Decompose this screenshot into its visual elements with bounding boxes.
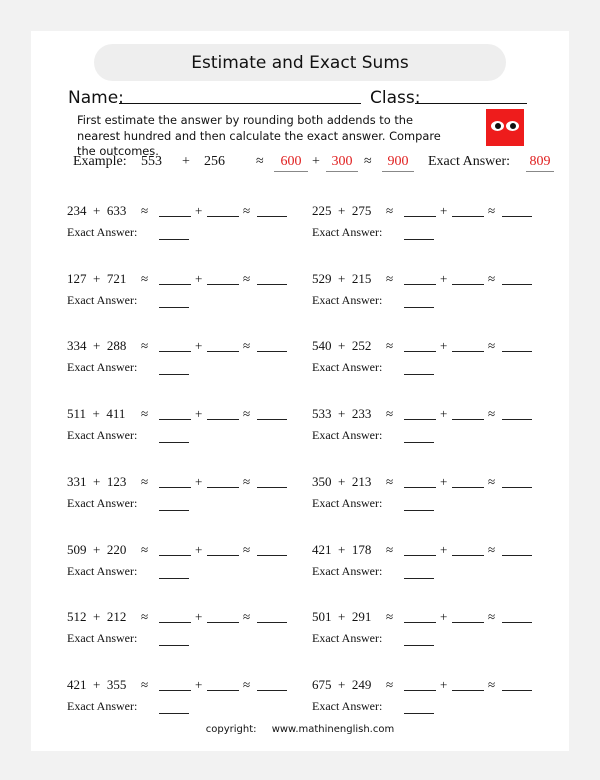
approx-symbol: ≈ — [488, 406, 496, 422]
approx-symbol: ≈ — [386, 676, 394, 692]
plus-sign: + — [93, 609, 101, 625]
example-estimate: 900 — [382, 154, 414, 172]
exact-answer-blank[interactable] — [404, 442, 434, 443]
estimate-blank[interactable] — [257, 216, 287, 217]
estimate-blank[interactable] — [502, 690, 532, 691]
addend-b: 178 — [351, 541, 372, 557]
estimate-blank[interactable] — [502, 284, 532, 285]
approx-symbol: ≈ — [243, 473, 251, 489]
rounded-b-blank[interactable] — [207, 284, 239, 285]
problem-item — [312, 677, 552, 717]
plus-symbol: + — [195, 338, 203, 354]
approx-symbol: ≈ — [243, 270, 251, 286]
class-label: Class: — [370, 88, 421, 108]
exact-answer-blank[interactable] — [159, 645, 189, 646]
estimate-blank[interactable] — [257, 419, 287, 420]
problem-item — [312, 203, 552, 243]
addend-a: 512 — [67, 609, 87, 625]
estimate-blank[interactable] — [257, 487, 287, 488]
addend-a: 509 — [67, 541, 87, 557]
approx-symbol: ≈ — [386, 338, 394, 354]
example-approx-2: ≈ — [364, 154, 372, 169]
title-text: Estimate and Exact Sums — [191, 52, 409, 73]
plus-sign: + — [93, 541, 101, 557]
problem-item — [312, 338, 552, 378]
exact-answer-blank[interactable] — [404, 578, 434, 579]
exact-answer-blank[interactable] — [159, 239, 189, 240]
addend-b: 252 — [351, 338, 372, 354]
site-url: www.mathinenglish.com — [271, 724, 395, 735]
problem-expression — [312, 474, 371, 490]
right-eye — [506, 121, 519, 131]
exact-answer-label: Exact Answer: — [67, 225, 138, 239]
approx-symbol: ≈ — [386, 473, 394, 489]
exact-answer-label: Exact Answer: — [312, 428, 383, 443]
problem-expression — [312, 677, 371, 693]
problem-expression — [67, 474, 126, 490]
exact-answer-blank[interactable] — [159, 374, 189, 375]
plus-symbol: + — [195, 406, 203, 422]
estimate-blank[interactable] — [502, 487, 532, 488]
problem-item — [312, 609, 552, 649]
rounded-a-blank[interactable] — [404, 555, 436, 556]
example-addend-b: 256 — [204, 154, 225, 169]
rounded-a-blank[interactable] — [159, 216, 191, 217]
plus-symbol: + — [440, 406, 448, 422]
problem-item — [312, 271, 552, 311]
approx-symbol: ≈ — [488, 270, 496, 286]
problem-expression — [312, 271, 371, 287]
approx-symbol: ≈ — [488, 609, 496, 625]
approx-symbol: ≈ — [141, 406, 149, 422]
rounded-a-blank[interactable] — [404, 487, 436, 488]
plus-symbol: + — [440, 338, 448, 354]
rounded-a-blank[interactable] — [159, 690, 191, 691]
problem-expression — [67, 203, 126, 219]
plus-symbol: + — [440, 541, 448, 557]
rounded-b-blank[interactable] — [452, 487, 484, 488]
problem-item — [67, 474, 307, 514]
approx-symbol: ≈ — [141, 203, 149, 218]
example-round-a: 600 — [274, 154, 308, 172]
approx-symbol: ≈ — [386, 609, 394, 625]
estimate-blank[interactable] — [502, 216, 532, 217]
example-plus-2: + — [312, 154, 320, 169]
approx-symbol: ≈ — [243, 609, 251, 625]
addend-b: 633 — [106, 203, 127, 218]
addend-a: 127 — [67, 270, 87, 286]
plus-sign: + — [92, 406, 100, 422]
problem-item — [67, 677, 307, 717]
exact-answer-blank[interactable] — [404, 713, 434, 714]
addend-a: 540 — [312, 338, 332, 354]
addend-a: 501 — [312, 609, 332, 625]
class-field[interactable] — [415, 103, 527, 104]
exact-answer-blank[interactable] — [404, 239, 434, 240]
rounded-b-blank[interactable] — [207, 419, 239, 420]
plus-sign: + — [93, 338, 101, 354]
exact-answer-label: Exact Answer: — [67, 563, 138, 578]
exact-answer-blank[interactable] — [159, 578, 189, 579]
problem-item — [67, 203, 307, 243]
exact-answer-blank[interactable] — [404, 307, 434, 308]
exact-answer-blank[interactable] — [404, 510, 434, 511]
instructions: First estimate the answer by rounding both addends to the nearest hundred and then calculate the exact answer. Compare the outcomes. — [77, 113, 441, 158]
plus-symbol: + — [440, 203, 448, 218]
approx-symbol: ≈ — [386, 406, 394, 422]
problem-expression — [67, 406, 125, 422]
plus-sign: + — [93, 270, 101, 286]
left-eye — [491, 121, 504, 131]
approx-symbol: ≈ — [141, 270, 149, 286]
addend-b: 212 — [106, 609, 127, 625]
addend-b: 275 — [351, 203, 372, 218]
addend-b: 233 — [351, 406, 372, 422]
approx-symbol: ≈ — [386, 203, 394, 218]
addend-b: 123 — [106, 473, 127, 489]
exact-answer-label: Exact Answer: — [312, 225, 383, 239]
approx-symbol: ≈ — [386, 270, 394, 286]
problem-expression — [67, 271, 126, 287]
rounded-b-blank[interactable] — [452, 351, 484, 352]
rounded-a-blank[interactable] — [404, 419, 436, 420]
approx-symbol: ≈ — [488, 676, 496, 692]
addend-a: 675 — [312, 676, 332, 692]
approx-symbol: ≈ — [243, 541, 251, 557]
rounded-a-blank[interactable] — [159, 419, 191, 420]
exact-answer-blank[interactable] — [404, 374, 434, 375]
approx-symbol: ≈ — [141, 541, 149, 557]
plus-symbol: + — [440, 609, 448, 625]
approx-symbol: ≈ — [141, 609, 149, 625]
exact-answer-label: Exact Answer: — [312, 631, 383, 646]
exact-answer-blank[interactable] — [159, 307, 189, 308]
estimate-blank[interactable] — [502, 555, 532, 556]
addend-b: 721 — [106, 270, 127, 286]
approx-symbol: ≈ — [488, 541, 496, 557]
plus-sign: + — [93, 473, 101, 489]
copyright-label: copyright: — [205, 724, 257, 735]
addend-a: 334 — [67, 338, 87, 354]
example-addend-a: 553 — [141, 154, 162, 169]
plus-symbol: + — [195, 609, 203, 625]
estimate-blank[interactable] — [502, 419, 532, 420]
estimate-blank[interactable] — [257, 555, 287, 556]
plus-symbol: + — [440, 270, 448, 286]
approx-symbol: ≈ — [141, 676, 149, 692]
addend-a: 421 — [67, 676, 87, 692]
name-label: Name: — [68, 88, 124, 108]
plus-symbol: + — [195, 270, 203, 286]
approx-symbol: ≈ — [141, 473, 149, 489]
addend-a: 225 — [312, 203, 332, 218]
rounded-a-blank[interactable] — [404, 284, 436, 285]
estimate-blank[interactable] — [257, 690, 287, 691]
problem-expression — [312, 338, 371, 354]
footer — [31, 724, 569, 735]
plus-symbol: + — [195, 473, 203, 489]
plus-symbol: + — [195, 676, 203, 692]
exact-answer-blank[interactable] — [159, 442, 189, 443]
problem-item — [67, 338, 307, 378]
plus-symbol: + — [440, 676, 448, 692]
problem-expression — [312, 542, 371, 558]
rounded-a-blank[interactable] — [404, 690, 436, 691]
rounded-b-blank[interactable] — [207, 216, 239, 217]
problem-item — [312, 542, 552, 582]
rounded-a-blank[interactable] — [159, 351, 191, 352]
rounded-b-blank[interactable] — [207, 487, 239, 488]
problem-item — [67, 406, 307, 446]
rounded-a-blank[interactable] — [404, 351, 436, 352]
problem-item — [67, 609, 307, 649]
exact-answer-label: Exact Answer: — [312, 563, 383, 578]
problem-item — [67, 542, 307, 582]
estimate-blank[interactable] — [257, 284, 287, 285]
rounded-b-blank[interactable] — [452, 216, 484, 217]
problem-expression — [67, 609, 126, 625]
worksheet-page — [31, 31, 569, 751]
example-exact-answer: 809 — [526, 154, 554, 172]
exact-answer-label: Exact Answer: — [312, 495, 383, 510]
name-field[interactable] — [119, 103, 361, 104]
addend-b: 215 — [351, 270, 372, 286]
approx-symbol: ≈ — [386, 541, 394, 557]
problem-expression — [312, 406, 371, 422]
addend-a: 331 — [67, 473, 87, 489]
rounded-b-blank[interactable] — [207, 690, 239, 691]
rounded-b-blank[interactable] — [452, 284, 484, 285]
rounded-a-blank[interactable] — [404, 216, 436, 217]
addend-a: 421 — [312, 541, 332, 557]
approx-symbol: ≈ — [243, 406, 251, 422]
approx-symbol: ≈ — [488, 473, 496, 489]
rounded-b-blank[interactable] — [452, 622, 484, 623]
estimate-blank[interactable] — [257, 351, 287, 352]
plus-sign: + — [338, 541, 346, 557]
addend-b: 411 — [106, 406, 126, 422]
addend-a: 511 — [67, 406, 87, 422]
addend-b: 355 — [106, 676, 127, 692]
approx-symbol: ≈ — [488, 203, 496, 218]
exact-answer-label: Exact Answer: — [67, 495, 138, 510]
problem-expression — [67, 338, 126, 354]
plus-sign: + — [338, 609, 346, 625]
rounded-b-blank[interactable] — [452, 555, 484, 556]
approx-symbol: ≈ — [243, 203, 251, 218]
addend-b: 288 — [106, 338, 127, 354]
exact-answer-label: Exact Answer: — [67, 698, 138, 713]
addend-b: 291 — [351, 609, 372, 625]
problem-item — [67, 271, 307, 311]
problem-expression — [67, 677, 126, 693]
page-title — [94, 44, 506, 81]
owl-eyes-icon — [486, 109, 524, 146]
plus-symbol: + — [195, 541, 203, 557]
approx-symbol: ≈ — [488, 338, 496, 354]
estimate-blank[interactable] — [502, 622, 532, 623]
plus-sign: + — [338, 676, 346, 692]
example-approx-1: ≈ — [256, 154, 264, 169]
rounded-a-blank[interactable] — [159, 555, 191, 556]
exact-answer-label: Exact Answer: — [67, 428, 138, 443]
problem-expression — [312, 203, 371, 219]
addend-a: 533 — [312, 406, 332, 422]
plus-sign: + — [338, 473, 346, 489]
plus-sign: + — [338, 270, 346, 286]
approx-symbol: ≈ — [243, 338, 251, 354]
estimate-blank[interactable] — [257, 622, 287, 623]
estimate-blank[interactable] — [502, 351, 532, 352]
addend-b: 213 — [351, 473, 372, 489]
addend-b: 220 — [106, 541, 127, 557]
addend-a: 350 — [312, 473, 332, 489]
approx-symbol: ≈ — [243, 676, 251, 692]
problem-expression — [312, 609, 371, 625]
exact-answer-label: Exact Answer: — [67, 292, 138, 307]
rounded-b-blank[interactable] — [452, 690, 484, 691]
approx-symbol: ≈ — [141, 338, 149, 354]
rounded-b-blank[interactable] — [207, 351, 239, 352]
problem-expression — [67, 542, 126, 558]
plus-symbol: + — [195, 203, 203, 218]
exact-answer-label: Exact Answer: — [312, 292, 383, 307]
example-plus: + — [182, 154, 190, 169]
plus-sign: + — [93, 203, 101, 218]
addend-b: 249 — [351, 676, 372, 692]
rounded-b-blank[interactable] — [207, 555, 239, 556]
plus-sign: + — [338, 338, 346, 354]
addend-a: 234 — [67, 203, 87, 218]
example-round-b: 300 — [326, 154, 358, 172]
exact-answer-label: Exact Answer: — [67, 360, 138, 375]
plus-sign: + — [338, 203, 346, 218]
plus-sign: + — [93, 676, 101, 692]
rounded-a-blank[interactable] — [159, 487, 191, 488]
exact-answer-label: Exact Answer: — [312, 360, 383, 375]
rounded-a-blank[interactable] — [159, 622, 191, 623]
example-exact-label: Exact Answer: — [428, 154, 511, 169]
rounded-b-blank[interactable] — [207, 622, 239, 623]
problem-item — [312, 406, 552, 446]
plus-symbol: + — [440, 473, 448, 489]
addend-a: 529 — [312, 270, 332, 286]
plus-sign: + — [338, 406, 346, 422]
rounded-a-blank[interactable] — [404, 622, 436, 623]
example-label: Example: — [73, 154, 127, 169]
exact-answer-blank[interactable] — [404, 645, 434, 646]
exact-answer-blank[interactable] — [159, 713, 189, 714]
problem-item — [312, 474, 552, 514]
exact-answer-label: Exact Answer: — [67, 631, 138, 646]
example-row — [73, 152, 551, 174]
rounded-a-blank[interactable] — [159, 284, 191, 285]
exact-answer-label: Exact Answer: — [312, 698, 383, 713]
rounded-b-blank[interactable] — [452, 419, 484, 420]
exact-answer-blank[interactable] — [159, 510, 189, 511]
